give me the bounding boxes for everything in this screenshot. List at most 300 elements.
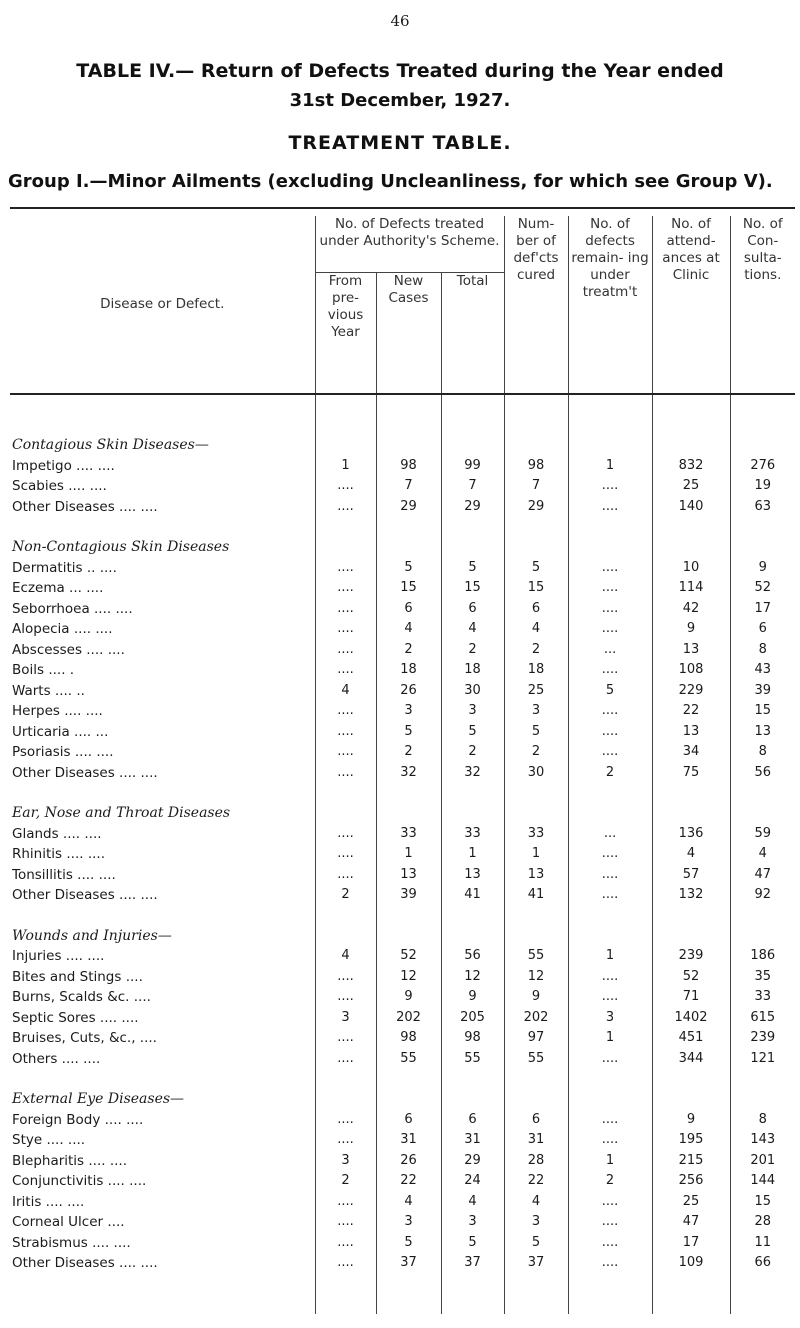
cell-total: 32: [441, 763, 504, 784]
cell-consult: 28: [730, 1212, 795, 1233]
spacer-cell: [730, 783, 795, 803]
cell-prev: ....: [315, 1212, 376, 1233]
cell-prev: 2: [315, 885, 376, 906]
cell-prev: 2: [315, 1171, 376, 1192]
spacer-cell: [315, 906, 376, 926]
cell-cured: 3: [504, 701, 568, 722]
cell-new: 18: [376, 660, 441, 681]
row-label: Stye .... ....: [12, 1132, 86, 1149]
cell-prev: ....: [315, 865, 376, 886]
spacer-cell: [10, 1274, 315, 1294]
spacer-cell: [504, 517, 568, 537]
spacer-cell: [730, 1294, 795, 1314]
cell-consult: 66: [730, 1253, 795, 1274]
spacer-cell: [568, 1069, 652, 1089]
table-row: [10, 558, 795, 579]
cell-new: 31: [376, 1130, 441, 1151]
empty-cell: [315, 435, 376, 456]
cell-attend: 195: [652, 1130, 730, 1151]
cell-remain: ...: [568, 824, 652, 845]
cell-attend: 9: [652, 619, 730, 640]
row-label: Other Diseases .... ....: [12, 887, 158, 904]
spacer-cell: [568, 1274, 652, 1294]
row-label: Strabismus .... ....: [12, 1234, 131, 1251]
table-row: [10, 1110, 795, 1131]
spacer-cell: [730, 517, 795, 537]
cell-new: 98: [376, 1028, 441, 1049]
row-label: Bruises, Cuts, &c., ....: [12, 1030, 157, 1047]
cell-attend: 114: [652, 578, 730, 599]
cell-consult: 9: [730, 558, 795, 579]
row-label: Other Diseases .... ....: [12, 1255, 158, 1272]
cell-attend: 22: [652, 701, 730, 722]
spacer-cell: [652, 1294, 730, 1314]
empty-cell: [441, 803, 504, 824]
spacer-cell: [441, 783, 504, 803]
cell-total: 29: [441, 497, 504, 518]
table-row: [10, 578, 795, 599]
cell-consult: 143: [730, 1130, 795, 1151]
cell-prev: ....: [315, 1130, 376, 1151]
row-label: Urticaria .... ...: [12, 723, 109, 740]
spacer-cell: [730, 1069, 795, 1089]
cell-remain: ....: [568, 1130, 652, 1151]
row-label: Septic Sores .... ....: [12, 1009, 139, 1026]
cell-attend: 4: [652, 844, 730, 865]
cell-consult: 63: [730, 497, 795, 518]
row-label: Conjunctivitis .... ....: [12, 1173, 147, 1190]
cell-attend: 47: [652, 1212, 730, 1233]
cell-cured: 31: [504, 1130, 568, 1151]
spacer-cell: [652, 783, 730, 803]
cell-total: 56: [441, 946, 504, 967]
spacer-cell: [441, 1069, 504, 1089]
header-disease: Disease or Defect.: [100, 296, 225, 312]
cell-remain: ....: [568, 722, 652, 743]
cell-new: 12: [376, 967, 441, 988]
cell-prev: ....: [315, 824, 376, 845]
cell-cured: 13: [504, 865, 568, 886]
cell-remain: ....: [568, 885, 652, 906]
cell-consult: 15: [730, 701, 795, 722]
cell-remain: 1: [568, 1028, 652, 1049]
cell-consult: 56: [730, 763, 795, 784]
section-row: [10, 537, 795, 558]
cell-prev: ....: [315, 660, 376, 681]
cell-new: 9: [376, 987, 441, 1008]
row-label: Injuries .... ....: [12, 948, 105, 965]
spacer-cell: [315, 1274, 376, 1294]
row-label: Glands .... ....: [12, 825, 102, 842]
cell-cured: 18: [504, 660, 568, 681]
row-label: Blepharitis .... ....: [12, 1152, 128, 1169]
cell-remain: ....: [568, 558, 652, 579]
cell-consult: 239: [730, 1028, 795, 1049]
section-heading: Wounds and Injuries—: [12, 927, 172, 944]
cell-new: 5: [376, 558, 441, 579]
spacer-cell: [730, 394, 795, 415]
cell-prev: ....: [315, 701, 376, 722]
section-heading: Non-Contagious Skin Diseases: [12, 539, 230, 556]
table-row: [10, 865, 795, 886]
table-row: [10, 701, 795, 722]
cell-prev: ....: [315, 1028, 376, 1049]
cell-remain: ....: [568, 619, 652, 640]
cell-total: 37: [441, 1253, 504, 1274]
spacer-cell: [10, 394, 315, 415]
spacer-cell: [376, 517, 441, 537]
cell-attend: 109: [652, 1253, 730, 1274]
cell-new: 4: [376, 1192, 441, 1213]
cell-remain: 2: [568, 1171, 652, 1192]
table-date: 31st December, 1927.: [289, 90, 511, 111]
cell-prev: ....: [315, 763, 376, 784]
row-label: Burns, Scalds &c. ....: [12, 989, 151, 1006]
cell-attend: 229: [652, 681, 730, 702]
empty-cell: [315, 803, 376, 824]
spacer-cell: [10, 906, 315, 926]
spacer-cell: [568, 517, 652, 537]
cell-remain: ....: [568, 701, 652, 722]
spacer-cell: [568, 783, 652, 803]
spacer-cell: [504, 1294, 568, 1314]
table-row: [10, 456, 795, 477]
table-row: [10, 619, 795, 640]
empty-cell: [441, 537, 504, 558]
section-heading: Contagious Skin Diseases—: [12, 437, 209, 454]
cell-remain: ....: [568, 844, 652, 865]
row-label: Bites and Stings ....: [12, 968, 143, 985]
cell-attend: 9: [652, 1110, 730, 1131]
cell-remain: ....: [568, 660, 652, 681]
spacer-cell: [504, 1069, 568, 1089]
cell-attend: 256: [652, 1171, 730, 1192]
cell-consult: 92: [730, 885, 795, 906]
cell-attend: 57: [652, 865, 730, 886]
row-label: Other Diseases .... ....: [12, 498, 158, 515]
empty-cell: [568, 926, 652, 947]
table-row: [10, 1212, 795, 1233]
cell-consult: 6: [730, 619, 795, 640]
cell-remain: ....: [568, 865, 652, 886]
cell-cured: 37: [504, 1253, 568, 1274]
cell-total: 4: [441, 619, 504, 640]
cell-attend: 451: [652, 1028, 730, 1049]
spacer-cell: [504, 415, 568, 435]
empty-cell: [730, 926, 795, 947]
empty-cell: [376, 803, 441, 824]
cell-attend: 140: [652, 497, 730, 518]
empty-cell: [376, 926, 441, 947]
cell-consult: 201: [730, 1151, 795, 1172]
cell-prev: 4: [315, 946, 376, 967]
cell-total: 3: [441, 1212, 504, 1233]
cell-consult: 4: [730, 844, 795, 865]
header-total: Total: [441, 273, 504, 395]
cell-new: 26: [376, 681, 441, 702]
spacer-cell: [10, 783, 315, 803]
spacer-cell: [652, 415, 730, 435]
cell-prev: ....: [315, 497, 376, 518]
spacer-cell: [730, 906, 795, 926]
row-label: Alopecia .... ....: [12, 621, 113, 638]
empty-cell: [315, 537, 376, 558]
spacer-cell: [568, 394, 652, 415]
spacer-cell: [315, 783, 376, 803]
table-row: [10, 722, 795, 743]
cell-total: 4: [441, 1192, 504, 1213]
cell-cured: 28: [504, 1151, 568, 1172]
cell-consult: 39: [730, 681, 795, 702]
cell-attend: 832: [652, 456, 730, 477]
cell-new: 32: [376, 763, 441, 784]
cell-consult: 276: [730, 456, 795, 477]
cell-consult: 13: [730, 722, 795, 743]
cell-total: 41: [441, 885, 504, 906]
cell-prev: 4: [315, 681, 376, 702]
spacer-cell: [504, 394, 568, 415]
cell-new: 1: [376, 844, 441, 865]
cell-total: 205: [441, 1008, 504, 1029]
header-new-cases: New Cases: [376, 273, 441, 395]
spacer-cell: [376, 906, 441, 926]
table-row: [10, 1253, 795, 1274]
table-row: [10, 844, 795, 865]
group-heading: Group I.—Minor Ailments (excluding Uncleanliness, for which see Group V).: [8, 171, 773, 192]
cell-prev: ....: [315, 1233, 376, 1254]
cell-cured: 2: [504, 742, 568, 763]
empty-cell: [568, 803, 652, 824]
cell-cured: 15: [504, 578, 568, 599]
cell-total: 5: [441, 558, 504, 579]
table-row: [10, 987, 795, 1008]
cell-attend: 52: [652, 967, 730, 988]
row-label: Tonsillitis .... ....: [12, 866, 116, 883]
empty-cell: [730, 435, 795, 456]
table-row: [10, 742, 795, 763]
table-row: [10, 497, 795, 518]
section-row: [10, 926, 795, 947]
table-row: [10, 640, 795, 661]
cell-cured: 22: [504, 1171, 568, 1192]
row-label: Warts .... ..: [12, 682, 85, 699]
cell-total: 98: [441, 1028, 504, 1049]
empty-cell: [652, 803, 730, 824]
table-row: [10, 660, 795, 681]
empty-cell: [652, 1089, 730, 1110]
cell-cured: 2: [504, 640, 568, 661]
cell-cured: 4: [504, 619, 568, 640]
empty-cell: [376, 537, 441, 558]
cell-consult: 43: [730, 660, 795, 681]
cell-cured: 12: [504, 967, 568, 988]
row-label: Boils .... .: [12, 662, 75, 679]
spacer-cell: [10, 1069, 315, 1089]
cell-remain: 3: [568, 1008, 652, 1029]
empty-cell: [441, 435, 504, 456]
cell-cured: 55: [504, 1049, 568, 1070]
cell-prev: ....: [315, 578, 376, 599]
cell-cured: 9: [504, 987, 568, 1008]
cell-consult: 186: [730, 946, 795, 967]
cell-attend: 34: [652, 742, 730, 763]
table-title: TABLE IV.— Return of Defects Treated during the Year ended: [76, 60, 724, 82]
cell-consult: 35: [730, 967, 795, 988]
cell-attend: 136: [652, 824, 730, 845]
spacer-cell: [441, 394, 504, 415]
cell-total: 2: [441, 742, 504, 763]
table-row: [10, 1192, 795, 1213]
table-row: [10, 476, 795, 497]
table-row: [10, 1008, 795, 1029]
cell-consult: 19: [730, 476, 795, 497]
empty-cell: [504, 435, 568, 456]
cell-total: 3: [441, 701, 504, 722]
cell-consult: 15: [730, 1192, 795, 1213]
cell-remain: ....: [568, 1212, 652, 1233]
empty-cell: [315, 1089, 376, 1110]
cell-new: 7: [376, 476, 441, 497]
empty-cell: [730, 1089, 795, 1110]
cell-total: 1: [441, 844, 504, 865]
cell-total: 6: [441, 599, 504, 620]
row-label: Others .... ....: [12, 1050, 101, 1067]
cell-total: 33: [441, 824, 504, 845]
cell-attend: 344: [652, 1049, 730, 1070]
spacer-cell: [730, 415, 795, 435]
cell-cured: 5: [504, 558, 568, 579]
cell-total: 55: [441, 1049, 504, 1070]
cell-prev: ....: [315, 558, 376, 579]
cell-attend: 13: [652, 640, 730, 661]
row-label: Foreign Body .... ....: [12, 1111, 144, 1128]
empty-cell: [568, 435, 652, 456]
section-row: [10, 803, 795, 824]
cell-cured: 97: [504, 1028, 568, 1049]
cell-new: 2: [376, 640, 441, 661]
cell-total: 9: [441, 987, 504, 1008]
cell-remain: ....: [568, 1233, 652, 1254]
empty-cell: [441, 926, 504, 947]
row-label: Dermatitis .. ....: [12, 559, 117, 576]
spacer-cell: [568, 415, 652, 435]
spacer-cell: [376, 1294, 441, 1314]
table-row: [10, 1151, 795, 1172]
spacer-cell: [10, 415, 315, 435]
cell-remain: ...: [568, 640, 652, 661]
cell-consult: 121: [730, 1049, 795, 1070]
empty-cell: [568, 537, 652, 558]
cell-prev: 3: [315, 1008, 376, 1029]
spacer-cell: [10, 1294, 315, 1314]
cell-new: 4: [376, 619, 441, 640]
table-row: [10, 1028, 795, 1049]
cell-total: 12: [441, 967, 504, 988]
cell-remain: ....: [568, 987, 652, 1008]
cell-cured: 55: [504, 946, 568, 967]
cell-new: 22: [376, 1171, 441, 1192]
cell-prev: ....: [315, 599, 376, 620]
cell-total: 24: [441, 1171, 504, 1192]
cell-cured: 3: [504, 1212, 568, 1233]
spacer-cell: [376, 783, 441, 803]
row-label: Other Diseases .... ....: [12, 764, 158, 781]
empty-cell: [504, 926, 568, 947]
cell-consult: 144: [730, 1171, 795, 1192]
cell-new: 13: [376, 865, 441, 886]
cell-cured: 25: [504, 681, 568, 702]
cell-prev: ....: [315, 987, 376, 1008]
empty-cell: [504, 537, 568, 558]
cell-cured: 5: [504, 722, 568, 743]
spacer-cell: [652, 906, 730, 926]
cell-prev: ....: [315, 1110, 376, 1131]
spacer-cell: [568, 906, 652, 926]
cell-total: 5: [441, 1233, 504, 1254]
cell-remain: 5: [568, 681, 652, 702]
cell-remain: 1: [568, 946, 652, 967]
page-number: 46: [390, 12, 410, 30]
cell-new: 202: [376, 1008, 441, 1029]
cell-remain: 1: [568, 1151, 652, 1172]
cell-new: 3: [376, 1212, 441, 1233]
cell-new: 39: [376, 885, 441, 906]
table-row: [10, 763, 795, 784]
cell-cured: 98: [504, 456, 568, 477]
cell-new: 6: [376, 1110, 441, 1131]
cell-new: 98: [376, 456, 441, 477]
cell-attend: 132: [652, 885, 730, 906]
section-heading: Ear, Nose and Throat Diseases: [12, 805, 231, 822]
table-row: [10, 681, 795, 702]
cell-new: 3: [376, 701, 441, 722]
cell-prev: ....: [315, 722, 376, 743]
spacer-cell: [504, 783, 568, 803]
cell-consult: 17: [730, 599, 795, 620]
empty-cell: [504, 803, 568, 824]
cell-total: 13: [441, 865, 504, 886]
cell-new: 5: [376, 722, 441, 743]
table-row: [10, 1049, 795, 1070]
cell-cured: 29: [504, 497, 568, 518]
cell-consult: 8: [730, 742, 795, 763]
table-row: [10, 885, 795, 906]
cell-remain: ....: [568, 599, 652, 620]
cell-new: 5: [376, 1233, 441, 1254]
section-row: [10, 435, 795, 456]
cell-total: 15: [441, 578, 504, 599]
empty-cell: [376, 435, 441, 456]
empty-cell: [730, 803, 795, 824]
spacer-cell: [376, 394, 441, 415]
empty-cell: [568, 1089, 652, 1110]
cell-total: 31: [441, 1130, 504, 1151]
cell-cured: 6: [504, 599, 568, 620]
cell-remain: ....: [568, 742, 652, 763]
empty-cell: [730, 537, 795, 558]
cell-new: 29: [376, 497, 441, 518]
cell-attend: 25: [652, 1192, 730, 1213]
row-label: Abscesses .... ....: [12, 641, 125, 658]
spacer-cell: [315, 517, 376, 537]
header-remaining: No. of defects remain- ing under treatm't: [568, 216, 652, 394]
spacer-cell: [652, 517, 730, 537]
cell-prev: ....: [315, 742, 376, 763]
cell-new: 52: [376, 946, 441, 967]
cell-attend: 75: [652, 763, 730, 784]
spacer-cell: [441, 517, 504, 537]
cell-cured: 5: [504, 1233, 568, 1254]
